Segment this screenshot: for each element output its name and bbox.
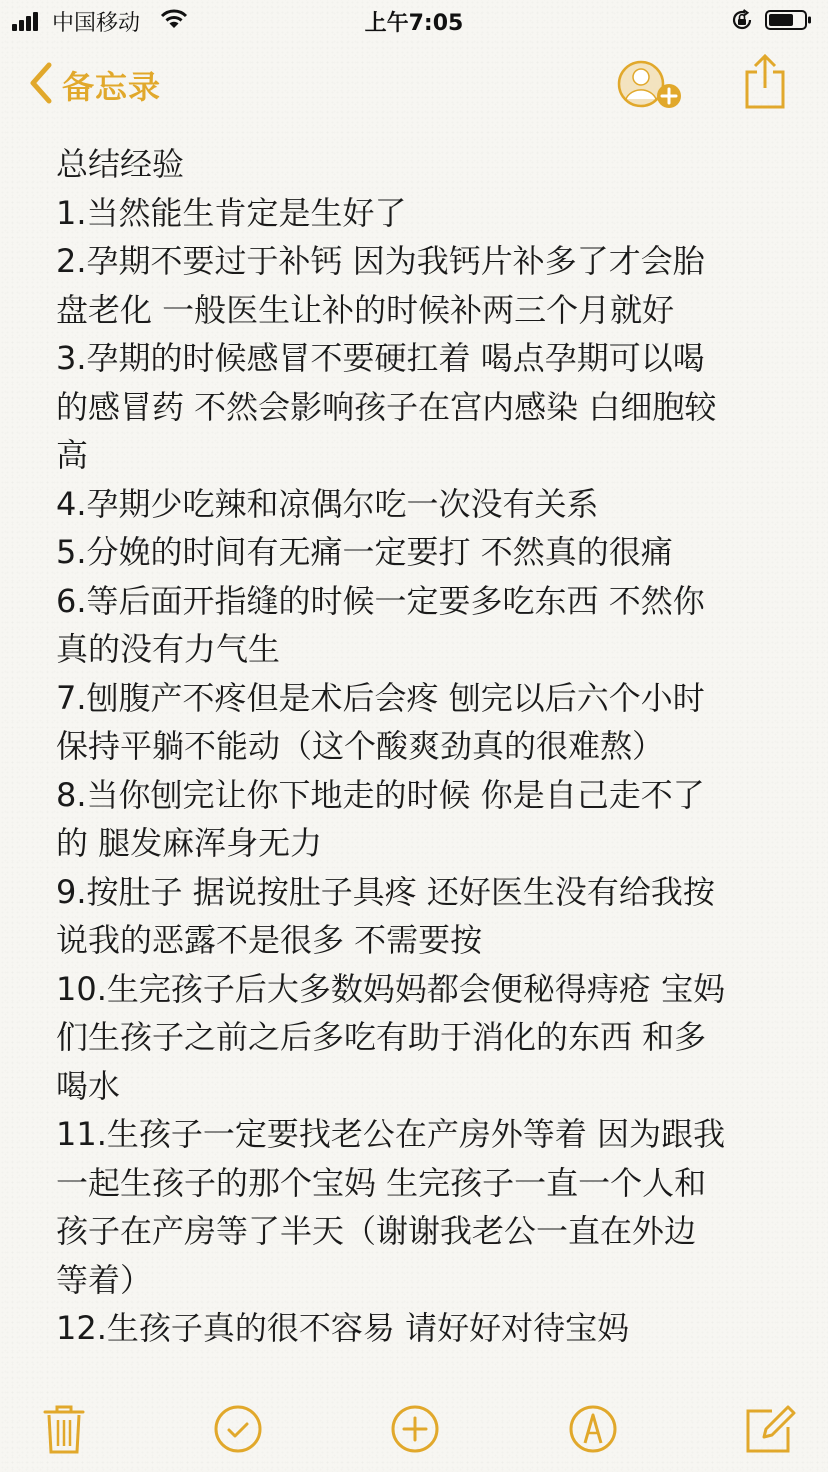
delete-button[interactable]	[34, 1399, 94, 1459]
markup-icon	[567, 1403, 619, 1455]
share-icon	[742, 52, 788, 112]
note-line: 7.刨腹产不疼但是术后会疼 刨完以后六个小时	[56, 678, 705, 717]
status-time: 上午7:05	[364, 11, 464, 36]
compose-button[interactable]	[740, 1399, 800, 1459]
note-line: 5.分娩的时间有无痛一定要打 不然真的很痛	[56, 533, 673, 571]
carrier-name: 中国移动	[52, 11, 141, 36]
note-line: 盘老化 一般医生让补的时候补两三个月就好	[56, 290, 675, 329]
note-line: 2.孕期不要过于补钙 因为我钙片补多了才会胎	[56, 242, 705, 280]
back-label: 备忘录	[62, 68, 162, 106]
battery-icon	[765, 10, 809, 30]
note-line: 们生孩子之前之后多吃有助于消化的东西 和多	[56, 1018, 707, 1056]
note-line: 1.当然能生肯定是生好了	[56, 193, 407, 232]
back-button[interactable]	[28, 60, 161, 110]
note-line: 一起生孩子的那个宝妈 生完孩子一直一个人和	[56, 1163, 707, 1202]
status-bar	[0, 0, 828, 42]
note-line: 11.生孩子一定要找老公在产房外等着 因为跟我	[56, 1115, 726, 1153]
rotation-lock-icon	[730, 8, 754, 36]
checklist-button[interactable]	[208, 1399, 268, 1459]
add-icon	[389, 1403, 441, 1455]
note-line: 8.当你刨完让你下地走的时候 你是自己走不了	[56, 775, 705, 814]
note-line: 等着）	[56, 1260, 153, 1299]
note-line: 保持平躺不能动（这个酸爽劲真的很难熬）	[56, 727, 665, 765]
note-line: 12.生孩子真的很不容易 请好好对待宝妈	[56, 1309, 630, 1347]
note-line: 6.等后面开指缝的时候一定要多吃东西 不然你	[56, 581, 705, 620]
note-line: 4.孕期少吃辣和凉偶尔吃一次没有关系	[56, 484, 599, 523]
add-people-button[interactable]	[617, 58, 687, 114]
markup-button[interactable]	[563, 1399, 623, 1459]
trash-icon	[42, 1403, 86, 1455]
share-button[interactable]	[742, 52, 788, 112]
compose-icon	[742, 1401, 798, 1457]
bottom-toolbar	[0, 1395, 828, 1465]
note-line: 的 腿发麻浑身无力	[56, 824, 323, 862]
note-line: 3.孕期的时候感冒不要硬扛着 喝点孕期可以喝	[56, 339, 705, 377]
add-person-icon	[617, 58, 687, 114]
note-line: 真的没有力气生	[56, 630, 281, 668]
add-attachment-button[interactable]	[385, 1399, 445, 1459]
note-line: 的感冒药 不然会影响孩子在宫内感染 白细胞较	[56, 387, 717, 426]
note-title: 总结经验	[56, 145, 185, 183]
note-line: 说我的恶露不是很多 不需要按	[56, 921, 483, 959]
note-line: 高	[56, 436, 89, 474]
note-line: 9.按肚子 据说按肚子具疼 还好医生没有给我按	[56, 872, 715, 911]
note-line: 喝水	[56, 1066, 121, 1105]
note-body[interactable]	[56, 140, 786, 1353]
checklist-icon	[212, 1403, 264, 1455]
note-line: 孩子在产房等了半天（谢谢我老公一直在外边	[56, 1212, 697, 1250]
chevron-left-icon	[28, 61, 54, 109]
note-line: 10.生完孩子后大多数妈妈都会便秘得痔疮 宝妈	[56, 969, 726, 1008]
